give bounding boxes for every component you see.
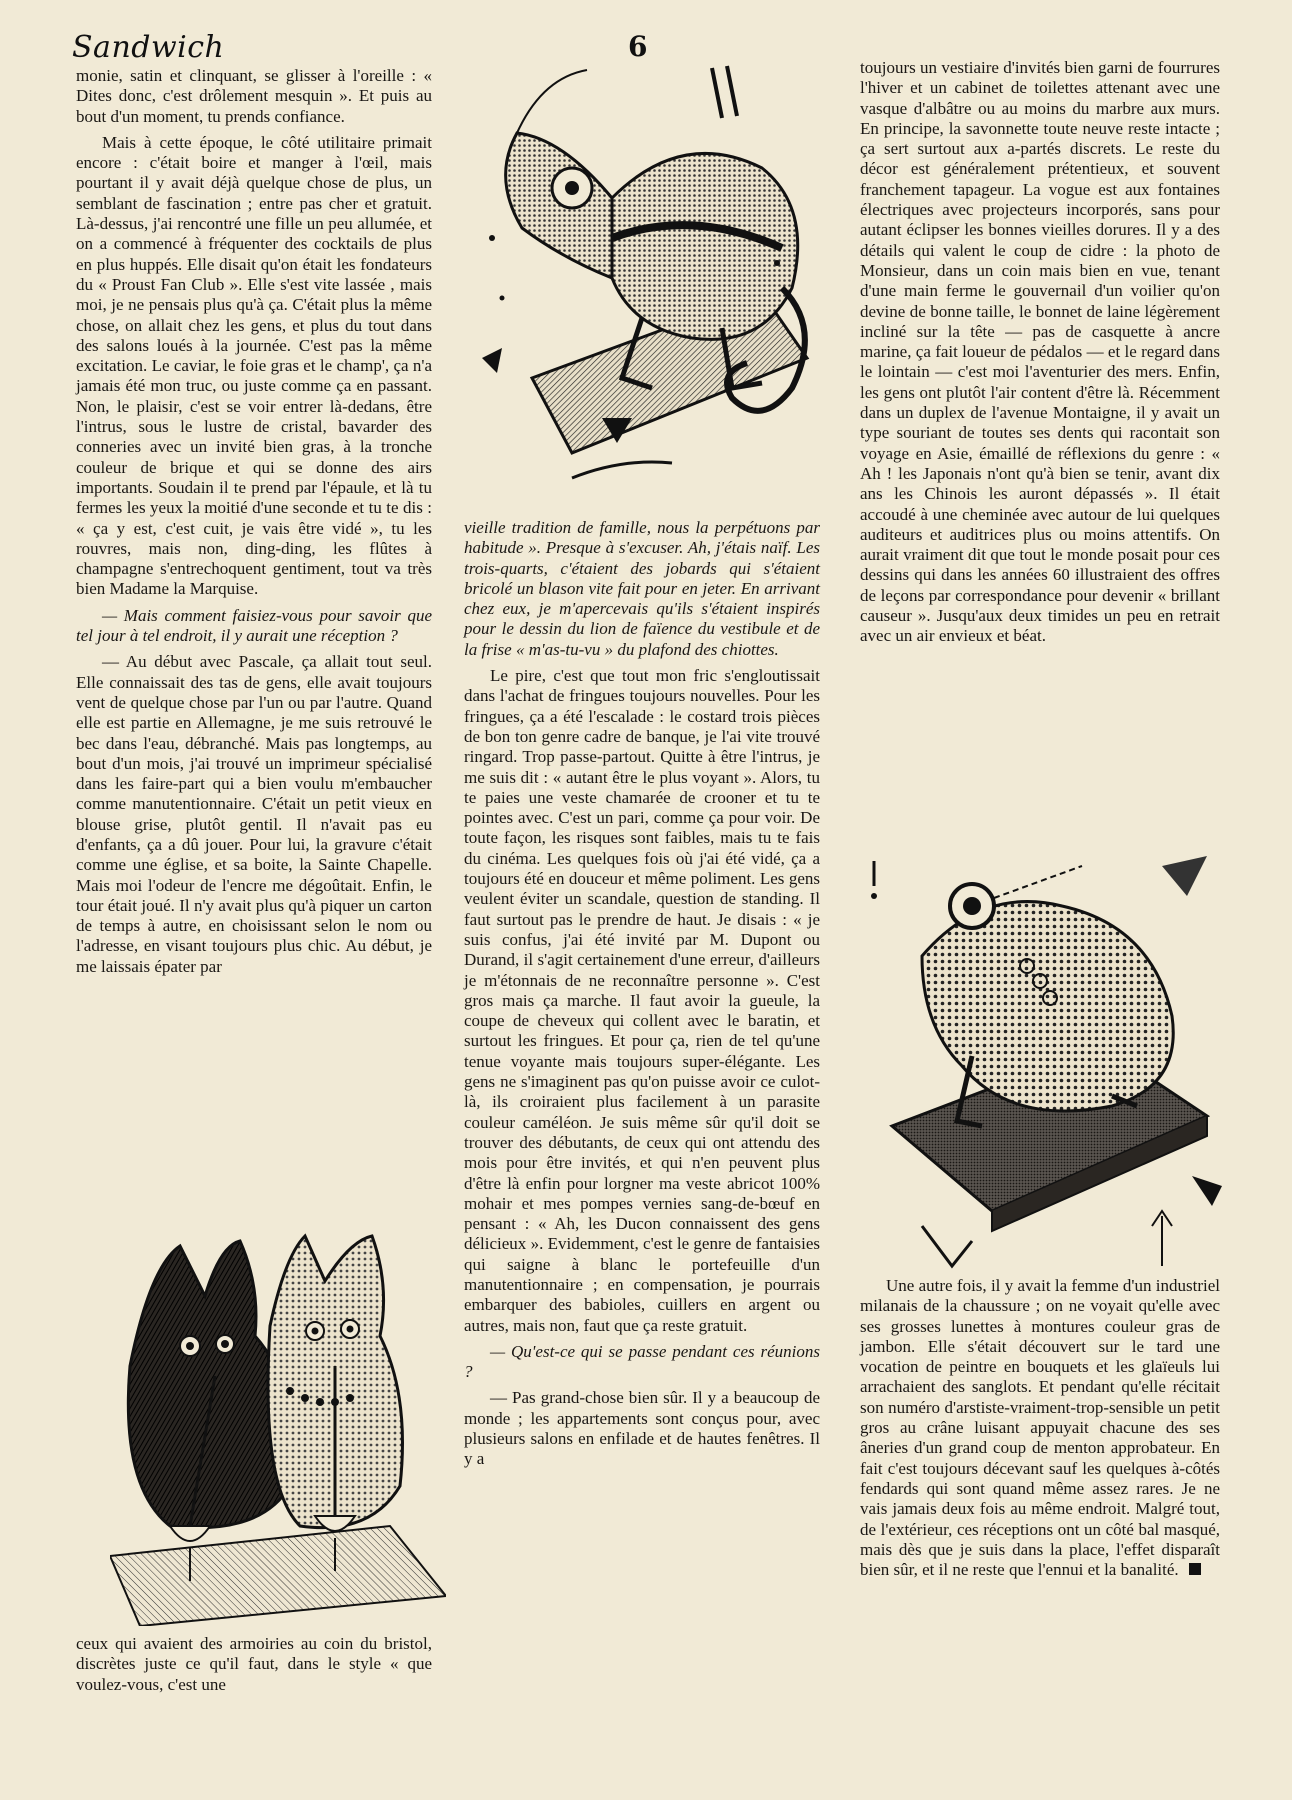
frog-illustration [862, 846, 1224, 1272]
paragraph: monie, satin et clinquant, se glisser à l'oreille : « Dites donc, c'est drôlement mesquin ». Et puis au bout d'un moment, tu prends confiance. [76, 66, 432, 126]
chameleon-illustration [462, 58, 828, 508]
interview-question: — Qu'est-ce qui se passe pendant ces réunions ? [464, 1341, 820, 1382]
paragraph [860, 1276, 1220, 1580]
column-right [860, 58, 1220, 653]
paragraph: — Au début avec Pascale, ça allait tout seul. Elle connaissait des tas de gens, elle avait toujours vent de quelque chose par l'un ou par l'autre. Quand elle est partie en Allemagne, je me suis retrouvé le bec dans l'eau, débranché. Mais pas longtemps, au bout d'un mois, j'ai trouvé un imprimeur spécialisé dans les faire-part qui a bien voulu m'embaucher comme manutentionnaire. C'était un petit vieux en blouse grise, plutôt gentil. Il n'avait pas eu d'enfants, ça a dû jouer. Pour lui, la gravure c'était comme une église, et sa boite, la Sainte Chapelle. Mais moi l'odeur de l'encre me dégoûtait. Enfin, le tour était joué. Il n'y avait plus qu'à piquer un carton de temps à autre, en choisissant selon le nom ou l'adresse, en visant toujours plus chic. Au début, je me laissais épater par [76, 652, 432, 976]
paragraph-text: Une autre fois, il y avait la femme d'un industriel milanais de la chaussure ; on ne voyait qu'elle avec ses grosses lunettes à montures couleur gras de jambon. Elle s'était découvert sur le tard une vocation de peintre en bouquets et les glaïeuls lui arrachaient des sanglots. Et pendant qu'elle récitait son numéro d'arstiste-vraiment-trop-sensible un petit gros au crâne luisant appuyait chacune des ses âneries d'un grand coup de menton approbateur. En fait c'est toujours décevant sauf les quelques à-côtés fendards qui sont quand même assez rares. Je ne vais jamais deux fois au même endroit. Malgré tout, de l'extérieur, ces réceptions ont un côté bal masqué, mais dès que je suis dans la place, l'effet disparaît bien sûr, et il ne reste que l'ennui et la banalité. [860, 1276, 1220, 1580]
magazine-logo: Sandwich [72, 30, 225, 65]
column-middle [464, 518, 820, 1476]
paragraph: Mais à cette époque, le côté utilitaire primait encore : c'était boire et manger à l'œil, mais pourtant il y avait déjà quelque chose de plus, un semblant de fascination ; entre pas cher et gratuit. Là-dessus, j'ai rencontré une fille un peu allumée, et on a commencé à fréquenter des cocktails de plus en plus huppés. Elle disait qu'on était les fondateurs du « Proust Fan Club ». Elle s'est vite lassée , mais moi, je ne pensais plus qu'à ça. C'était plus la même chose, on allait chez les gens, et plus du tout dans des salons loués à la journée. C'est pas la même excitation. Le caviar, le foie gras et le champ', ça n'a jamais été mon truc, ou juste comme ça en passant. Non, le plaisir, c'est se voir entrer là-dedans, être l'intrus, sous le lustre de cristal, bavarder des conneries avec un invité bien gras, à la tronche couleur de brique et qui se donne des airs importants. Soudain il te prend par l'épaule, et là tu fermes les yeux la moitié d'une seconde et tu te dis : « ça y est, c'est cuit, je vais être vidé », tu les rouvres, mais non, ding-ding, les flûtes à champagne s'entrechoquent gentiment, tout va très bien Madame la Marquise. [76, 132, 432, 599]
column-left-bottom [76, 1634, 432, 1701]
paragraph: — Pas grand-chose bien sûr. Il y a beaucoup de monde ; les appartements sont conçus pour, avec plusieurs salons en enfilade et de hautes fenêtres. Il y a [464, 1388, 820, 1469]
paragraph: vieille tradition de famille, nous la perpétuons par habitude ». Presque à s'excuser. Ah, j'étais naïf. Les trois-quarts, c'étaient des jobards qui s'étaient bricolé un blason vite fait pour en jeter. En arrivant chez eux, je m'apercevais qu'ils s'étaient inspirés pour le dessin du lion de faïence du vestibule et de la frise « m'as-tu-vu » du plafond des chiottes. [464, 518, 820, 659]
column-right-bottom [860, 1276, 1220, 1586]
paragraph: toujours un vestiaire d'invités bien garni de fourrures l'hiver et un cabinet de toilettes attenant avec une vasque d'albâtre ou au moins du marbre aux murs. En principe, la savonnette toute neuve reste intacte ; ça sert surtout aux a-partés discrets. Le reste du décor est généralement prétentieux, et souvent franchement tapageur. La vogue est aux fontaines électriques avec projecteurs incorporés, sans pour autant éclipser les bonnes vieilles dorures. Il y a des détails qui valent le coup de cidre : la photo de Monsieur, dans un coin mais bien en vue, tenant d'une main ferme le gouvernail d'un voilier qu'on devine de bonne taille, le bonnet de laine légèrement incliné sur la tête — pas de casquette à ancre marine, ça fait loueur de pédalos — et le regard dans le lointain — c'est moi l'aventurier des mers. Enfin, les gens ont plutôt l'air content d'être là. Récemment dans un duplex de l'avenue Montaigne, il y avait un type souriant de toutes ses dents qui racontait son voyage en Asie, émaillé de réflexions du genre : « Ah ! les Japonais n'ont qu'à bien se tenir, avant dix ans les Chinois les auront dépassés ». Il était accoudé à une cheminée avec autour de lui quelques auditeurs et auditrices plus ou moins attentifs. On aurait vraiment dit que tout le monde posait pour ces dessins qui dans les années 60 illustraient des offres de leçons par correspondance pour devenir « brillant causeur ». Jusqu'aux deux timides un peu en retrait avec un air envieux et béat. [860, 58, 1220, 646]
interview-question: — Mais comment faisiez-vous pour savoir que tel jour à tel endroit, il y aurait une réception ? [76, 605, 432, 646]
end-of-article-mark [1189, 1563, 1201, 1575]
page-number: 6 [628, 30, 648, 63]
dogs-illustration [110, 1226, 446, 1626]
paragraph: ceux qui avaient des armoiries au coin du bristol, discrètes juste ce qu'il faut, dans le style « que voulez-vous, c'est une [76, 1634, 432, 1694]
paragraph: Le pire, c'est que tout mon fric s'engloutissait dans l'achat de fringues toujours nouvelles. Pour les fringues, ça a été l'escalade : le costard trois pièces de bon ton genre cadre de banque, je l'ai vite trouvé ringard. Trop passe-partout. Quitte à être l'intrus, je me suis dit : « autant être le plus voyant ». Alors, tu te paies une veste chamarée de crooner et tu te pointes avec. C'est un pari, comme ça pour voir. De toute façon, les risques sont faibles, mais tu te fais du cinéma. Les quelques fois où j'ai été vidé, ça a toujours été en douceur et même poliment. Les gens veulent éviter un scandale, question de standing. Il faut surtout pas le prendre de haut. Je disais : « je suis confus, j'ai été invité par M. Dupont ou Durand, il s'agit certainement d'une erreur, d'ailleurs je m'étonnais de ne reconnaître personne ». C'est gros mais ça marche. Il faut avoir la gueule, la coupe de cheveux qui collent avec le baratin, et surtout les fringues. Et pour ça, rien de tel qu'une tenue voyante mais toujours super-élégante. Les gens ne s'imaginent pas qu'on puisse avoir ce culot-là, ils croiraient plus facilement à un parasite couleur caméléon. Je suis même sûr qu'il doit se trouver des débutants, de ceux qui ont attendu des mois pour être invités, et qui n'en peuvent plus d'être là enfin pour lorgner ma veste abricot 100% mohair et mes pompes vernies sang-de-bœuf en pensant : « Ah, les Ducon connaissent des gens délicieux ». Evidemment, c'est le genre de fantaisies qui saigne à blanc le portefeuille d'un manutentionnaire ; en compensation, je pourrais embarquer des babioles, cuillers en argent ou autres, mais non, faut que ça reste gratuit. [464, 666, 820, 1335]
column-left [76, 66, 432, 983]
